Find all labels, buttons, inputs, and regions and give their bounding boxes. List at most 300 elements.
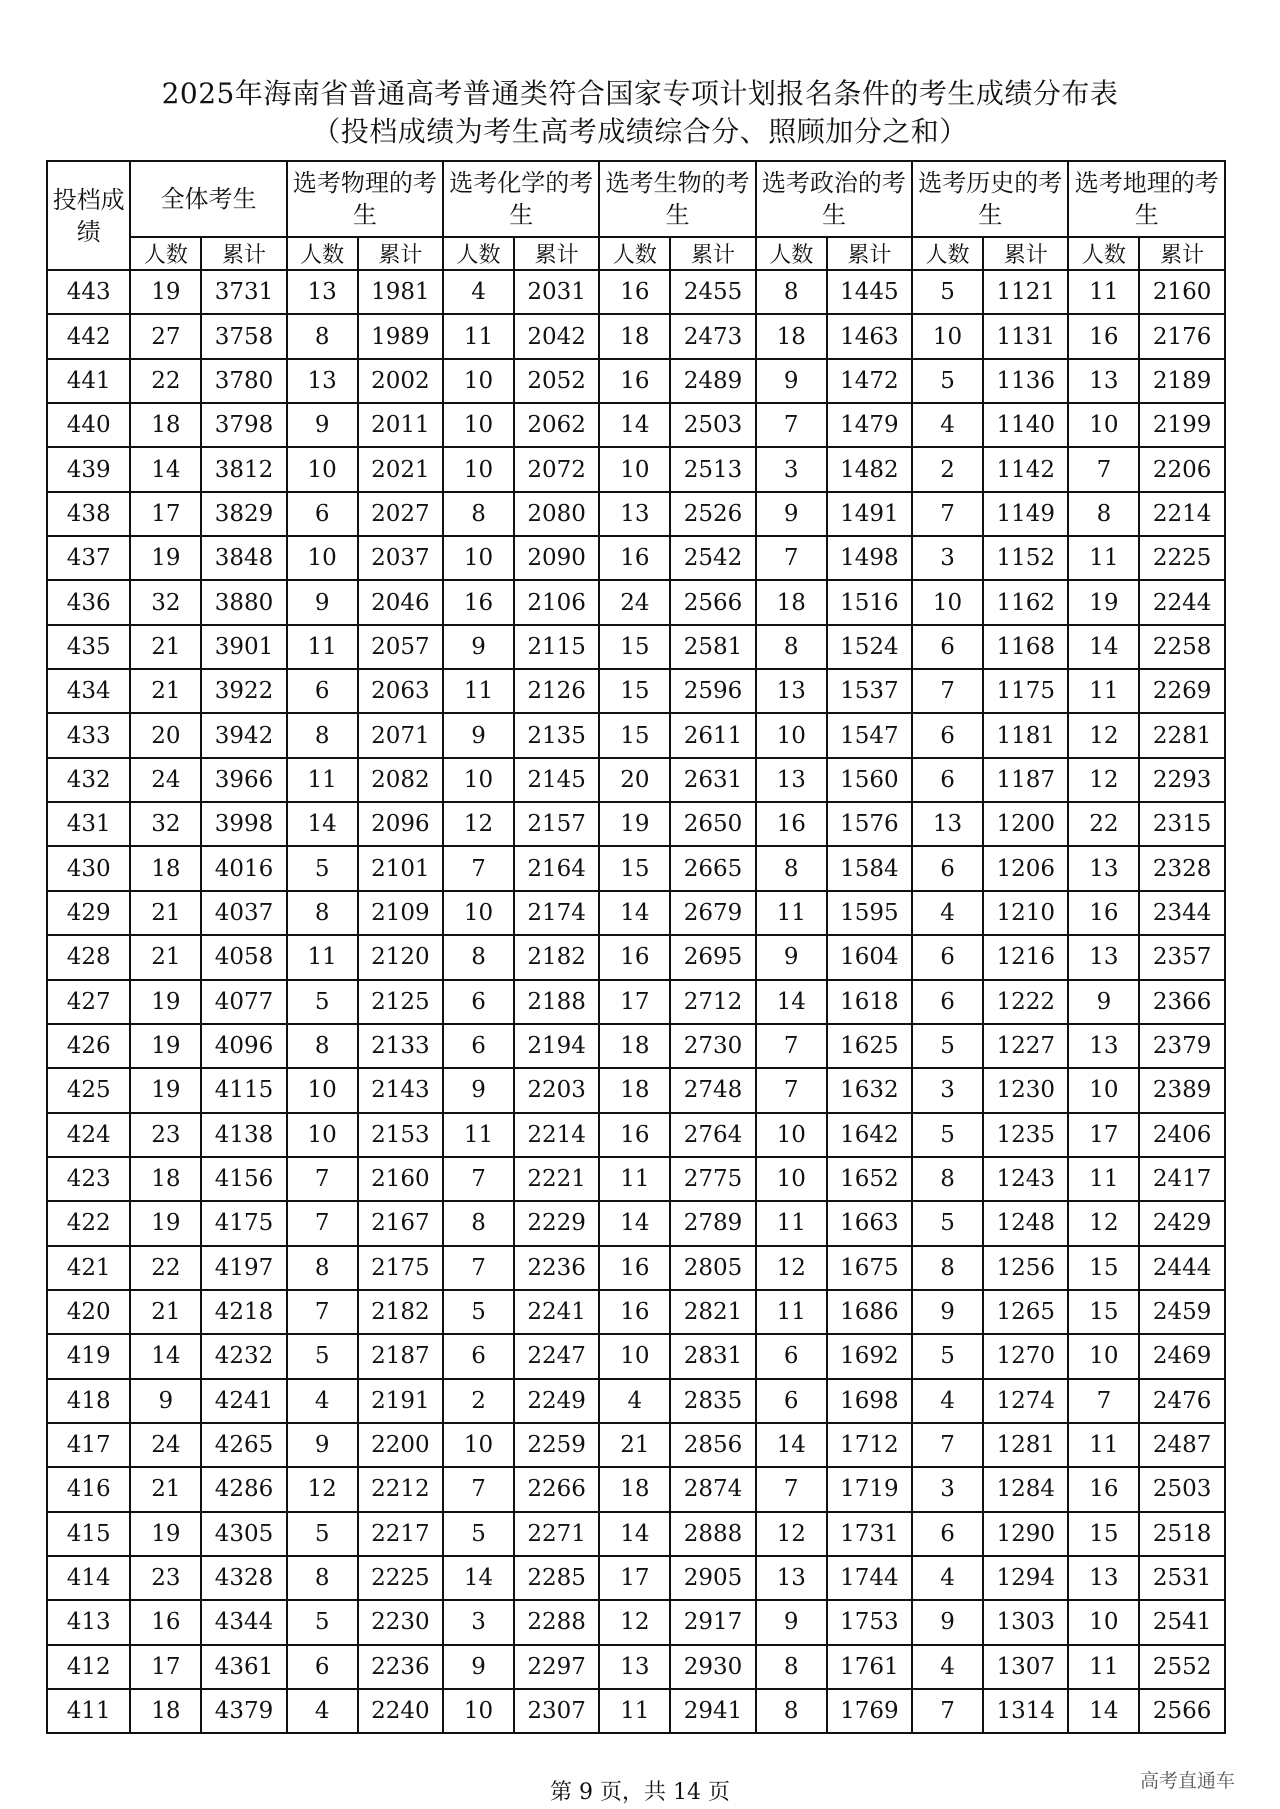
cumulative-cell: 2145 bbox=[514, 758, 599, 802]
cumulative-cell: 2695 bbox=[670, 935, 755, 979]
cumulative-cell: 2473 bbox=[670, 314, 755, 358]
count-cell: 15 bbox=[599, 625, 670, 669]
count-cell: 13 bbox=[1068, 1556, 1139, 1600]
cumulative-cell: 2856 bbox=[670, 1423, 755, 1467]
cumulative-cell: 1206 bbox=[983, 846, 1068, 890]
cumulative-cell: 2730 bbox=[670, 1024, 755, 1068]
count-cell: 10 bbox=[756, 713, 827, 757]
cumulative-cell: 2285 bbox=[514, 1556, 599, 1600]
score-cell: 423 bbox=[47, 1157, 130, 1201]
cumulative-cell: 2212 bbox=[358, 1467, 443, 1511]
document-title: 2025年海南省普通高考普通类符合国家专项计划报名条件的考生成绩分布表 bbox=[161, 77, 1119, 110]
count-cell: 9 bbox=[130, 1379, 201, 1423]
count-cell: 9 bbox=[443, 713, 514, 757]
cumulative-cell: 2241 bbox=[514, 1290, 599, 1334]
count-cell: 3 bbox=[912, 1068, 983, 1112]
cumulative-cell: 1152 bbox=[983, 536, 1068, 580]
cumulative-cell: 2214 bbox=[1139, 492, 1225, 536]
cumulative-cell: 1604 bbox=[827, 935, 912, 979]
count-cell: 10 bbox=[443, 536, 514, 580]
cumulative-cell: 3848 bbox=[201, 536, 286, 580]
cumulative-cell: 4138 bbox=[201, 1113, 286, 1157]
count-cell: 14 bbox=[756, 980, 827, 1024]
cumulative-cell: 2164 bbox=[514, 846, 599, 890]
count-cell: 18 bbox=[130, 1157, 201, 1201]
cumulative-cell: 2125 bbox=[358, 980, 443, 1024]
cumulative-cell: 2357 bbox=[1139, 935, 1225, 979]
cumulative-cell: 2240 bbox=[358, 1689, 443, 1733]
cumulative-cell: 2455 bbox=[670, 270, 755, 314]
count-cell: 12 bbox=[1068, 1201, 1139, 1245]
table-row bbox=[47, 1645, 1225, 1689]
count-cell: 19 bbox=[1068, 580, 1139, 624]
count-cell: 8 bbox=[912, 1157, 983, 1201]
table-row bbox=[47, 1600, 1225, 1644]
count-header: 人数 bbox=[130, 237, 201, 270]
cumulative-cell: 1200 bbox=[983, 802, 1068, 846]
cumulative-cell: 2160 bbox=[358, 1157, 443, 1201]
cumulative-cell: 2174 bbox=[514, 891, 599, 935]
count-cell: 15 bbox=[1068, 1290, 1139, 1334]
count-cell: 15 bbox=[599, 846, 670, 890]
cumulative-cell: 1314 bbox=[983, 1689, 1068, 1733]
cumulative-cell: 2518 bbox=[1139, 1512, 1225, 1556]
count-cell: 10 bbox=[287, 536, 358, 580]
cumulative-cell: 2096 bbox=[358, 802, 443, 846]
count-cell: 16 bbox=[1068, 891, 1139, 935]
count-cell: 5 bbox=[443, 1290, 514, 1334]
count-cell: 5 bbox=[287, 1600, 358, 1644]
cumulative-cell: 1491 bbox=[827, 492, 912, 536]
count-cell: 7 bbox=[756, 1024, 827, 1068]
count-cell: 18 bbox=[599, 1068, 670, 1112]
count-cell: 6 bbox=[287, 669, 358, 713]
count-cell: 10 bbox=[443, 1689, 514, 1733]
score-cell: 426 bbox=[47, 1024, 130, 1068]
document-subtitle: （投档成绩为考生高考成绩综合分、照顾加分之和） bbox=[312, 115, 968, 148]
count-cell: 6 bbox=[756, 1379, 827, 1423]
count-cell: 9 bbox=[756, 359, 827, 403]
count-cell: 32 bbox=[130, 580, 201, 624]
count-cell: 18 bbox=[756, 314, 827, 358]
count-cell: 10 bbox=[1068, 1600, 1139, 1644]
score-cell: 425 bbox=[47, 1068, 130, 1112]
count-cell: 13 bbox=[756, 1556, 827, 1600]
count-cell: 4 bbox=[912, 891, 983, 935]
count-cell: 9 bbox=[443, 1068, 514, 1112]
table-row bbox=[47, 1246, 1225, 1290]
count-cell: 24 bbox=[130, 758, 201, 802]
count-cell: 21 bbox=[130, 1290, 201, 1334]
count-cell: 10 bbox=[599, 447, 670, 491]
count-cell: 27 bbox=[130, 314, 201, 358]
cumulative-cell: 1560 bbox=[827, 758, 912, 802]
cumulative-cell: 2182 bbox=[514, 935, 599, 979]
count-cell: 10 bbox=[287, 1113, 358, 1157]
cumulative-cell: 1753 bbox=[827, 1600, 912, 1644]
score-cell: 424 bbox=[47, 1113, 130, 1157]
cumulative-cell: 2258 bbox=[1139, 625, 1225, 669]
group-header: 选考政治的考生 bbox=[756, 161, 912, 237]
count-cell: 8 bbox=[912, 1246, 983, 1290]
cumulative-cell: 2037 bbox=[358, 536, 443, 580]
cumulative-cell: 2874 bbox=[670, 1467, 755, 1511]
cumulative-cell: 2712 bbox=[670, 980, 755, 1024]
count-cell: 12 bbox=[1068, 713, 1139, 757]
count-cell: 21 bbox=[130, 891, 201, 935]
cumulative-cell: 2109 bbox=[358, 891, 443, 935]
cumulative-cell: 2476 bbox=[1139, 1379, 1225, 1423]
table-row bbox=[47, 580, 1225, 624]
count-cell: 11 bbox=[1068, 270, 1139, 314]
count-cell: 14 bbox=[599, 403, 670, 447]
count-cell: 11 bbox=[287, 625, 358, 669]
cumulative-cell: 1284 bbox=[983, 1467, 1068, 1511]
count-cell: 7 bbox=[1068, 1379, 1139, 1423]
cumulative-cell: 2191 bbox=[358, 1379, 443, 1423]
cumulative-cell: 1121 bbox=[983, 270, 1068, 314]
count-cell: 8 bbox=[756, 846, 827, 890]
count-cell: 8 bbox=[287, 1556, 358, 1600]
count-cell: 32 bbox=[130, 802, 201, 846]
page-footer: 第 9 页，共 14 页 bbox=[550, 1780, 730, 1805]
count-cell: 24 bbox=[130, 1423, 201, 1467]
count-cell: 8 bbox=[756, 1645, 827, 1689]
table-row bbox=[47, 758, 1225, 802]
score-cell: 415 bbox=[47, 1512, 130, 1556]
count-cell: 10 bbox=[443, 403, 514, 447]
count-cell: 6 bbox=[912, 935, 983, 979]
count-cell: 11 bbox=[756, 1201, 827, 1245]
count-cell: 13 bbox=[912, 802, 983, 846]
count-cell: 9 bbox=[756, 1600, 827, 1644]
table-row bbox=[47, 536, 1225, 580]
cumulative-cell: 1187 bbox=[983, 758, 1068, 802]
cumulative-cell: 3758 bbox=[201, 314, 286, 358]
count-cell: 7 bbox=[443, 1467, 514, 1511]
cumulative-cell: 1686 bbox=[827, 1290, 912, 1334]
cumulative-cell: 1761 bbox=[827, 1645, 912, 1689]
cumulative-cell: 1482 bbox=[827, 447, 912, 491]
count-cell: 6 bbox=[287, 1645, 358, 1689]
cumulative-cell: 2203 bbox=[514, 1068, 599, 1112]
cumulative-cell: 1981 bbox=[358, 270, 443, 314]
cumulative-cell: 1131 bbox=[983, 314, 1068, 358]
cumulative-cell: 2175 bbox=[358, 1246, 443, 1290]
table-row bbox=[47, 1290, 1225, 1334]
group-header: 选考历史的考生 bbox=[912, 161, 1068, 237]
score-cell: 420 bbox=[47, 1290, 130, 1334]
count-cell: 16 bbox=[130, 1600, 201, 1644]
cumulative-cell: 2247 bbox=[514, 1334, 599, 1378]
cumulative-cell: 1642 bbox=[827, 1113, 912, 1157]
count-cell: 9 bbox=[1068, 980, 1139, 1024]
count-cell: 5 bbox=[287, 1334, 358, 1378]
cumulative-cell: 3901 bbox=[201, 625, 286, 669]
count-cell: 21 bbox=[130, 669, 201, 713]
cumulative-cell: 2011 bbox=[358, 403, 443, 447]
count-cell: 10 bbox=[756, 1113, 827, 1157]
cumulative-cell: 2679 bbox=[670, 891, 755, 935]
cumulative-cell: 2229 bbox=[514, 1201, 599, 1245]
count-cell: 7 bbox=[443, 1246, 514, 1290]
count-cell: 5 bbox=[912, 1024, 983, 1068]
count-cell: 11 bbox=[443, 314, 514, 358]
count-cell: 19 bbox=[130, 270, 201, 314]
count-cell: 11 bbox=[287, 935, 358, 979]
cumulative-cell: 4286 bbox=[201, 1467, 286, 1511]
count-cell: 5 bbox=[287, 846, 358, 890]
cumulative-cell: 1625 bbox=[827, 1024, 912, 1068]
cumulative-cell: 4344 bbox=[201, 1600, 286, 1644]
cumulative-cell: 2269 bbox=[1139, 669, 1225, 713]
count-cell: 16 bbox=[599, 935, 670, 979]
cumulative-cell: 2120 bbox=[358, 935, 443, 979]
cumulative-cell: 2214 bbox=[514, 1113, 599, 1157]
cumulative-cell: 1235 bbox=[983, 1113, 1068, 1157]
cumulative-cell: 1294 bbox=[983, 1556, 1068, 1600]
count-cell: 9 bbox=[443, 1645, 514, 1689]
table-row bbox=[47, 447, 1225, 491]
cumulative-cell: 2366 bbox=[1139, 980, 1225, 1024]
score-cell: 442 bbox=[47, 314, 130, 358]
cumulative-cell: 2941 bbox=[670, 1689, 755, 1733]
score-column-header: 投档成绩 bbox=[47, 161, 130, 270]
count-cell: 10 bbox=[443, 891, 514, 935]
count-header: 人数 bbox=[443, 237, 514, 270]
cumulative-cell: 2176 bbox=[1139, 314, 1225, 358]
cumulative-cell: 4058 bbox=[201, 935, 286, 979]
group-header: 选考物理的考生 bbox=[287, 161, 443, 237]
table-row bbox=[47, 403, 1225, 447]
cumulative-cell: 2905 bbox=[670, 1556, 755, 1600]
count-cell: 10 bbox=[599, 1334, 670, 1378]
count-cell: 12 bbox=[756, 1246, 827, 1290]
cumulative-cell: 2542 bbox=[670, 536, 755, 580]
count-cell: 8 bbox=[287, 314, 358, 358]
count-cell: 15 bbox=[599, 713, 670, 757]
cumulative-cell: 4265 bbox=[201, 1423, 286, 1467]
score-cell: 440 bbox=[47, 403, 130, 447]
table-row bbox=[47, 846, 1225, 890]
count-cell: 16 bbox=[599, 270, 670, 314]
cumulative-cell: 2611 bbox=[670, 713, 755, 757]
count-cell: 4 bbox=[287, 1379, 358, 1423]
watermark: 高考直通车 bbox=[1140, 1770, 1236, 1792]
count-cell: 13 bbox=[1068, 935, 1139, 979]
score-cell: 435 bbox=[47, 625, 130, 669]
count-cell: 6 bbox=[912, 713, 983, 757]
cumulative-cell: 1140 bbox=[983, 403, 1068, 447]
count-cell: 8 bbox=[756, 1689, 827, 1733]
count-cell: 22 bbox=[1068, 802, 1139, 846]
cumulative-cell: 2459 bbox=[1139, 1290, 1225, 1334]
count-cell: 7 bbox=[912, 1423, 983, 1467]
count-cell: 5 bbox=[912, 359, 983, 403]
count-cell: 4 bbox=[912, 1379, 983, 1423]
cumulative-cell: 1989 bbox=[358, 314, 443, 358]
count-cell: 11 bbox=[756, 1290, 827, 1334]
count-cell: 8 bbox=[443, 935, 514, 979]
count-cell: 5 bbox=[912, 270, 983, 314]
cumulative-cell: 1584 bbox=[827, 846, 912, 890]
count-cell: 16 bbox=[756, 802, 827, 846]
cumulative-cell: 2101 bbox=[358, 846, 443, 890]
cumulative-cell: 1149 bbox=[983, 492, 1068, 536]
count-cell: 14 bbox=[443, 1556, 514, 1600]
count-cell: 19 bbox=[130, 536, 201, 580]
cumulative-cell: 2062 bbox=[514, 403, 599, 447]
cumulative-cell: 2288 bbox=[514, 1600, 599, 1644]
count-cell: 14 bbox=[130, 1334, 201, 1378]
count-cell: 11 bbox=[287, 758, 358, 802]
table-row bbox=[47, 802, 1225, 846]
score-cell: 412 bbox=[47, 1645, 130, 1689]
cumulative-cell: 2106 bbox=[514, 580, 599, 624]
table-row bbox=[47, 1334, 1225, 1378]
score-cell: 441 bbox=[47, 359, 130, 403]
count-cell: 10 bbox=[287, 447, 358, 491]
table-body bbox=[47, 270, 1225, 1733]
count-cell: 18 bbox=[130, 403, 201, 447]
count-cell: 6 bbox=[912, 625, 983, 669]
cumulative-cell: 3922 bbox=[201, 669, 286, 713]
count-cell: 13 bbox=[1068, 1024, 1139, 1068]
count-cell: 14 bbox=[1068, 1689, 1139, 1733]
score-cell: 414 bbox=[47, 1556, 130, 1600]
cumulative-cell: 1712 bbox=[827, 1423, 912, 1467]
cumulative-cell: 2133 bbox=[358, 1024, 443, 1068]
count-cell: 12 bbox=[599, 1600, 670, 1644]
count-cell: 16 bbox=[599, 1246, 670, 1290]
count-cell: 7 bbox=[756, 536, 827, 580]
cumulative-cell: 2046 bbox=[358, 580, 443, 624]
cumulative-header: 累计 bbox=[670, 237, 755, 270]
score-cell: 437 bbox=[47, 536, 130, 580]
cumulative-cell: 1270 bbox=[983, 1334, 1068, 1378]
table-row bbox=[47, 1512, 1225, 1556]
count-cell: 6 bbox=[912, 846, 983, 890]
cumulative-cell: 2344 bbox=[1139, 891, 1225, 935]
cumulative-cell: 2244 bbox=[1139, 580, 1225, 624]
cumulative-cell: 1162 bbox=[983, 580, 1068, 624]
count-cell: 6 bbox=[912, 1512, 983, 1556]
count-cell: 17 bbox=[599, 980, 670, 1024]
count-cell: 18 bbox=[130, 1689, 201, 1733]
count-cell: 6 bbox=[443, 980, 514, 1024]
cumulative-header: 累计 bbox=[1139, 237, 1225, 270]
cumulative-cell: 1265 bbox=[983, 1290, 1068, 1334]
cumulative-cell: 1595 bbox=[827, 891, 912, 935]
count-cell: 8 bbox=[287, 891, 358, 935]
cumulative-cell: 2566 bbox=[670, 580, 755, 624]
count-cell: 14 bbox=[599, 891, 670, 935]
count-cell: 14 bbox=[599, 1201, 670, 1245]
cumulative-cell: 2230 bbox=[358, 1600, 443, 1644]
count-cell: 5 bbox=[287, 980, 358, 1024]
group-header: 选考生物的考生 bbox=[599, 161, 755, 237]
cumulative-cell: 2315 bbox=[1139, 802, 1225, 846]
count-cell: 8 bbox=[1068, 492, 1139, 536]
table-row bbox=[47, 314, 1225, 358]
cumulative-header: 累计 bbox=[983, 237, 1068, 270]
cumulative-cell: 2406 bbox=[1139, 1113, 1225, 1157]
cumulative-cell: 1472 bbox=[827, 359, 912, 403]
cumulative-cell: 1168 bbox=[983, 625, 1068, 669]
cumulative-cell: 2566 bbox=[1139, 1689, 1225, 1733]
cumulative-cell: 2328 bbox=[1139, 846, 1225, 890]
score-cell: 430 bbox=[47, 846, 130, 890]
cumulative-cell: 2307 bbox=[514, 1689, 599, 1733]
table-row bbox=[47, 270, 1225, 314]
cumulative-cell: 2930 bbox=[670, 1645, 755, 1689]
count-cell: 7 bbox=[443, 1157, 514, 1201]
group-header: 全体考生 bbox=[130, 161, 286, 237]
count-cell: 12 bbox=[756, 1512, 827, 1556]
count-cell: 18 bbox=[599, 1467, 670, 1511]
cumulative-cell: 1719 bbox=[827, 1467, 912, 1511]
count-cell: 16 bbox=[1068, 314, 1139, 358]
count-cell: 10 bbox=[1068, 403, 1139, 447]
cumulative-cell: 1230 bbox=[983, 1068, 1068, 1112]
count-cell: 8 bbox=[287, 713, 358, 757]
cumulative-cell: 2082 bbox=[358, 758, 443, 802]
cumulative-cell: 4218 bbox=[201, 1290, 286, 1334]
count-cell: 13 bbox=[287, 359, 358, 403]
cumulative-cell: 3966 bbox=[201, 758, 286, 802]
count-cell: 14 bbox=[1068, 625, 1139, 669]
cumulative-cell: 2160 bbox=[1139, 270, 1225, 314]
count-cell: 11 bbox=[756, 891, 827, 935]
count-cell: 12 bbox=[443, 802, 514, 846]
count-cell: 10 bbox=[912, 580, 983, 624]
count-cell: 19 bbox=[130, 1512, 201, 1556]
count-cell: 3 bbox=[912, 1467, 983, 1511]
table-row bbox=[47, 359, 1225, 403]
table-row bbox=[47, 980, 1225, 1024]
cumulative-cell: 1744 bbox=[827, 1556, 912, 1600]
cumulative-cell: 2665 bbox=[670, 846, 755, 890]
cumulative-cell: 4175 bbox=[201, 1201, 286, 1245]
count-cell: 11 bbox=[599, 1689, 670, 1733]
cumulative-cell: 3942 bbox=[201, 713, 286, 757]
score-cell: 443 bbox=[47, 270, 130, 314]
cumulative-cell: 2789 bbox=[670, 1201, 755, 1245]
cumulative-cell: 2429 bbox=[1139, 1201, 1225, 1245]
cumulative-cell: 2259 bbox=[514, 1423, 599, 1467]
count-header: 人数 bbox=[599, 237, 670, 270]
cumulative-cell: 1181 bbox=[983, 713, 1068, 757]
count-cell: 6 bbox=[443, 1334, 514, 1378]
table-row bbox=[47, 935, 1225, 979]
cumulative-cell: 2187 bbox=[358, 1334, 443, 1378]
cumulative-cell: 2188 bbox=[514, 980, 599, 1024]
count-cell: 11 bbox=[443, 1113, 514, 1157]
count-cell: 4 bbox=[287, 1689, 358, 1733]
count-cell: 9 bbox=[912, 1600, 983, 1644]
cumulative-cell: 1227 bbox=[983, 1024, 1068, 1068]
cumulative-cell: 2194 bbox=[514, 1024, 599, 1068]
cumulative-cell: 1445 bbox=[827, 270, 912, 314]
count-cell: 10 bbox=[1068, 1334, 1139, 1378]
cumulative-cell: 2581 bbox=[670, 625, 755, 669]
score-cell: 438 bbox=[47, 492, 130, 536]
count-cell: 11 bbox=[1068, 1645, 1139, 1689]
count-cell: 4 bbox=[443, 270, 514, 314]
cumulative-cell: 2281 bbox=[1139, 713, 1225, 757]
table-row bbox=[47, 625, 1225, 669]
cumulative-cell: 1307 bbox=[983, 1645, 1068, 1689]
